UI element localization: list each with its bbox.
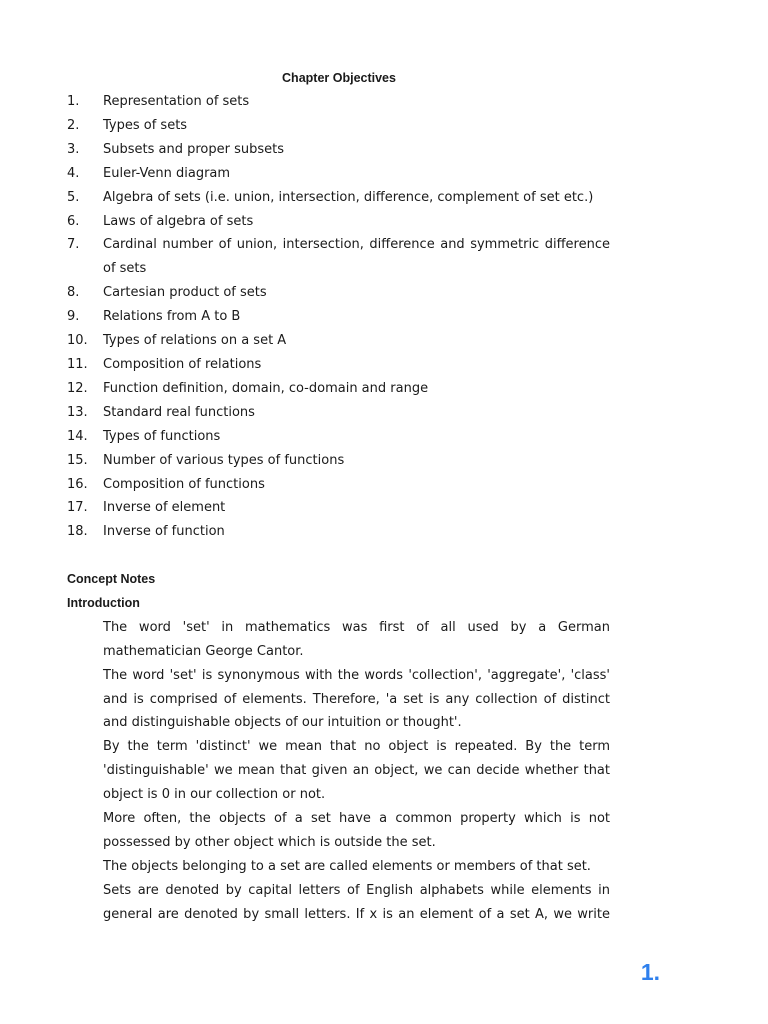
objective-number: 7. — [67, 237, 80, 253]
page-number: 1. — [640, 959, 660, 985]
objective-number: 9. — [67, 309, 80, 325]
introduction-heading: Introduction — [67, 595, 140, 610]
objective-text: Cardinal number of union, intersection, difference and symmetric difference of sets — [103, 237, 610, 277]
paragraph: More often, the objects of a set have a common property which is not possessed by other object which is outside the set. — [103, 811, 610, 850]
objective-number: 17. — [67, 500, 88, 516]
objective-text: Types of sets — [103, 117, 188, 133]
objective-item — [67, 281, 610, 305]
objective-text: Inverse of element — [103, 500, 226, 516]
objective-text: Laws of algebra of sets — [103, 213, 254, 229]
objective-number: 16. — [67, 476, 88, 492]
objective-text: Composition of functions — [103, 476, 265, 492]
objective-item — [67, 90, 610, 114]
objective-item — [67, 162, 610, 186]
paragraph: The objects belonging to a set are called elements or members of that set. — [103, 858, 591, 874]
objective-text: Algebra of sets (i.e. union, intersection, difference, complement of set etc.) — [103, 189, 594, 205]
objective-item — [67, 473, 610, 497]
paragraph: The word 'set' is synonymous with the words 'collection', 'aggregate', 'class' and is comprised of elements. Therefore, 'a set is any collection of distinct and distinguishable objects of our intuition or thought'. — [103, 667, 610, 731]
chapter-title: Chapter Objectives — [282, 71, 396, 85]
objective-number: 14. — [67, 428, 88, 444]
objective-item — [67, 353, 610, 377]
objective-item — [67, 377, 610, 401]
concept-notes-heading: Concept Notes — [67, 572, 156, 586]
objective-number: 6. — [67, 213, 80, 229]
objective-text: Number of various types of functions — [103, 452, 345, 468]
objective-number: 4. — [67, 165, 80, 181]
objective-text: Types of functions — [103, 428, 221, 444]
objective-number: 10. — [67, 333, 88, 349]
objective-item — [67, 138, 610, 162]
objective-text: Subsets and proper subsets — [103, 141, 285, 157]
objective-number: 1. — [67, 94, 80, 109]
objective-item — [67, 496, 610, 520]
objective-number: 3. — [67, 141, 80, 157]
objective-item — [67, 449, 610, 473]
objective-number: 2. — [67, 117, 80, 133]
objective-item — [67, 210, 610, 234]
paragraph: By the term 'distinct' we mean that no object is repeated. By the term 'distinguishable' we mean that given an object, we can decide whether that object is 0 in our collection or not. — [103, 739, 610, 803]
objective-text: Euler-Venn diagram — [103, 165, 231, 181]
objective-text: Types of relations on a set A — [103, 333, 287, 349]
objective-text: Inverse of function — [103, 524, 225, 540]
objective-item — [67, 520, 610, 544]
objective-text: Composition of relations — [103, 356, 262, 372]
concept-notes-section — [67, 568, 610, 927]
paragraph: The word 'set' in mathematics was first of all used by a German mathematician George Cantor. — [103, 619, 610, 659]
objective-number: 11. — [67, 356, 88, 372]
objective-text: Cartesian product of sets — [103, 285, 267, 301]
objective-number: 12. — [67, 380, 88, 396]
objective-item — [67, 329, 610, 353]
objective-number: 13. — [67, 404, 88, 420]
objective-item — [67, 401, 610, 425]
objective-number: 8. — [67, 285, 80, 301]
objective-item — [67, 233, 610, 281]
objectives-list — [67, 90, 610, 544]
objective-item — [67, 425, 610, 449]
objective-item — [67, 114, 610, 138]
objective-text: Function definition, domain, co-domain and range — [103, 380, 429, 396]
objective-text: Standard real functions — [103, 404, 255, 420]
objective-number: 18. — [67, 524, 88, 540]
objective-number: 15. — [67, 452, 88, 468]
objective-number: 5. — [67, 189, 80, 205]
objective-item — [67, 305, 610, 329]
paragraph: Sets are denoted by capital letters of English alphabets while elements in general are denoted by small letters. If x is an element of a set A, we write — [103, 882, 610, 922]
objective-text: Relations from A to B — [103, 309, 241, 325]
objective-item — [67, 186, 610, 210]
objective-text: Representation of sets — [103, 94, 250, 109]
